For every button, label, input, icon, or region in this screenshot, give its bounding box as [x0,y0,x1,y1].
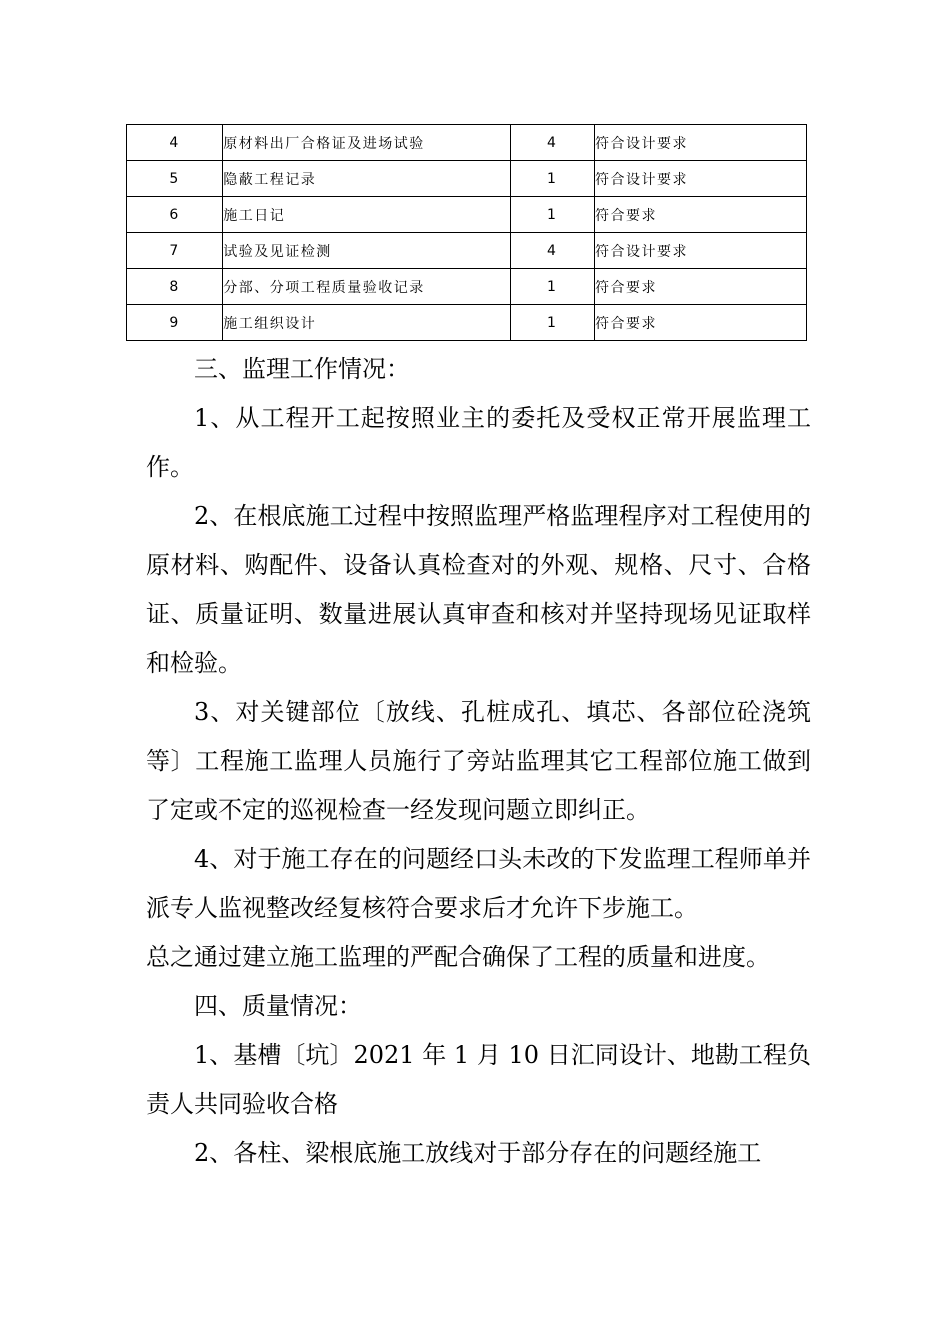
record-quantity: 4 [510,125,594,161]
row-number: 9 [127,305,223,341]
record-remark: 符合设计要求 [594,233,806,269]
record-name: 试验及见证检测 [223,233,510,269]
table-row [127,269,807,305]
record-remark: 符合要求 [594,269,806,305]
record-name: 原材料出厂合格证及进场试验 [223,125,510,161]
section-heading-quality: 四、质量情况： [194,992,362,1020]
record-quantity: 1 [510,269,594,305]
paragraph: 1、基槽〔坑〕2021 年 1 月 10 日汇同设计、地勘工程负责人共同验收合格 [146,1041,811,1118]
table-row [127,233,807,269]
paragraph: 3、对关键部位〔放线、孔桩成孔、填芯、各部位砼浇筑等〕工程施工监理人员施行了旁站监理其它工程部位施工做到了定或不定的巡视检查一经发现问题立即纠正。 [146,698,811,824]
acceptance-records-table [126,124,807,341]
summary-paragraph: 总之通过建立施工监理的严配合确保了工程的质量和进度。 [146,943,770,971]
table-row [127,125,807,161]
row-number: 7 [127,233,223,269]
record-name: 隐蔽工程记录 [223,161,510,197]
document-body [146,345,811,1178]
record-name: 施工组织设计 [223,305,510,341]
table-row [127,197,807,233]
row-number: 4 [127,125,223,161]
section-heading-supervision: 三、监理工作情况： [194,355,410,383]
paragraph: 1、从工程开工起按照业主的委托及受权正常开展监理工作。 [146,404,811,481]
record-remark: 符合设计要求 [594,161,806,197]
record-remark: 符合要求 [594,305,806,341]
paragraph: 2、各柱、梁根底施工放线对于部分存在的问题经施工 [194,1139,762,1167]
paragraph: 4、对于施工存在的问题经口头未改的下发监理工程师单并派专人监视整改经复核符合要求后才允许下步施工。 [146,845,811,922]
record-quantity: 1 [510,305,594,341]
record-name: 施工日记 [223,197,510,233]
record-quantity: 1 [510,197,594,233]
record-remark: 符合设计要求 [594,125,806,161]
record-name: 分部、分项工程质量验收记录 [223,269,510,305]
record-quantity: 1 [510,161,594,197]
row-number: 8 [127,269,223,305]
record-remark: 符合要求 [594,197,806,233]
record-quantity: 4 [510,233,594,269]
table-row [127,161,807,197]
paragraph: 2、在根底施工过程中按照监理严格监理程序对工程使用的原材料、购配件、设备认真检查对的外观、规格、尺寸、合格证、质量证明、数量进展认真审查和核对并坚持现场见证取样和检验。 [146,502,811,677]
row-number: 5 [127,161,223,197]
table-row [127,305,807,341]
row-number: 6 [127,197,223,233]
